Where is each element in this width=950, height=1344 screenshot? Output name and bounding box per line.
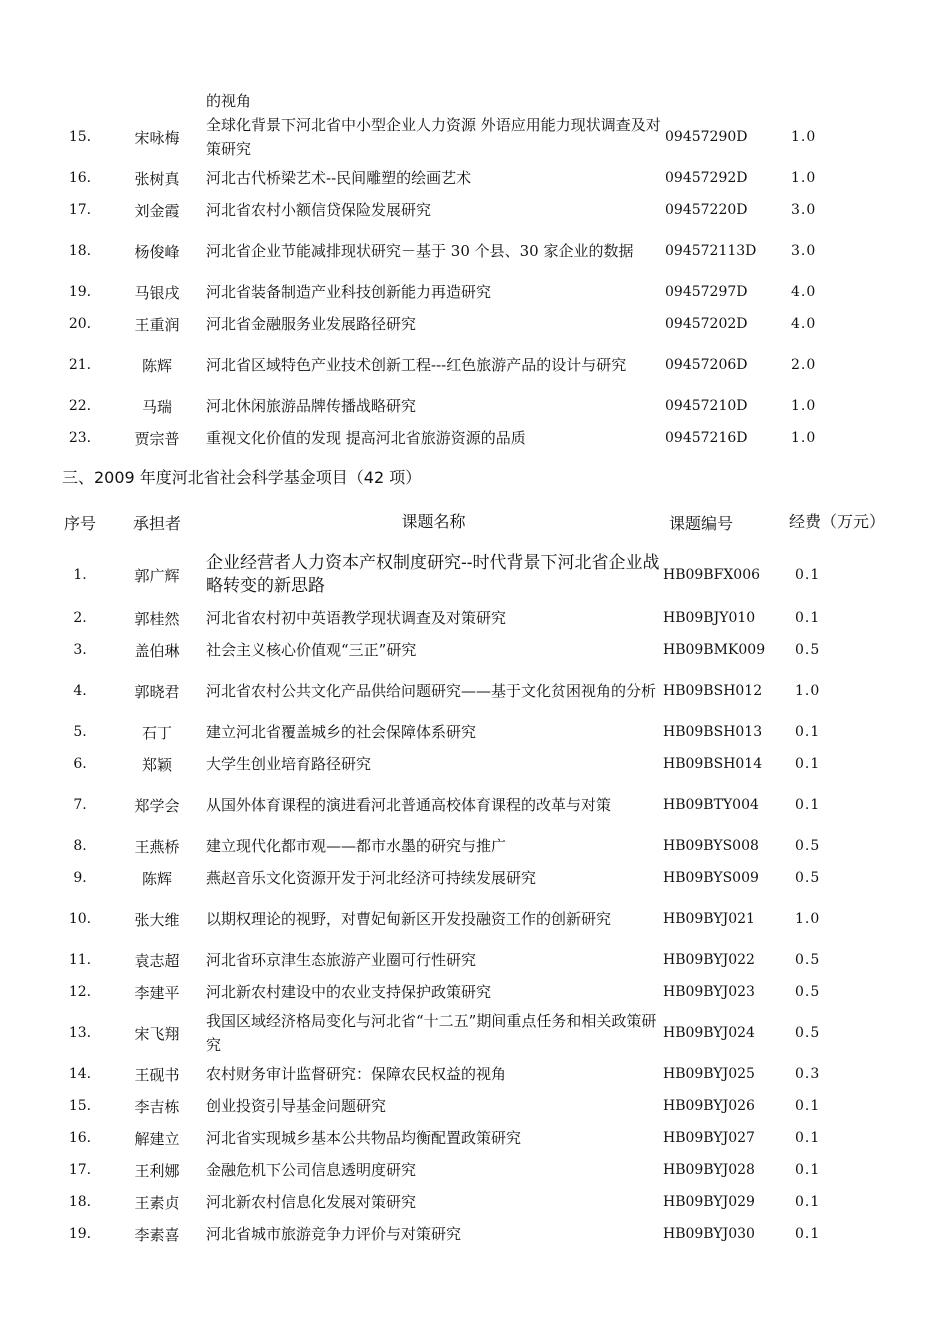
project-title: 重视文化价值的发现 提高河北省旅游资源的品质 <box>206 429 526 447</box>
project-funding: 1.0 <box>795 911 821 927</box>
project-code: HB09BYJ023 <box>663 984 755 1000</box>
project-code: HB09BJY010 <box>663 610 756 626</box>
researcher-name: 郑学会 <box>134 796 180 815</box>
project-funding: 0.3 <box>795 1066 821 1082</box>
table-row <box>48 1154 885 1186</box>
project-title: 全球化背景下河北省中小型企业人力资源 外语应用能力现状调查及对策研究 <box>206 116 661 158</box>
header-number: 序号 <box>63 513 96 533</box>
researcher-name: 郑颖 <box>141 755 172 774</box>
project-code: HB09BYS008 <box>663 838 759 854</box>
researcher-name: 李吉栋 <box>134 1097 180 1116</box>
project-code: 09457220D <box>665 202 748 218</box>
researcher-name: 李素喜 <box>134 1225 180 1244</box>
project-title: 河北省农村小额信贷保险发展研究 <box>206 201 432 219</box>
researcher-name: 张树真 <box>134 169 180 188</box>
project-code: HB09BSH014 <box>663 756 763 772</box>
project-code: HB09BYJ021 <box>663 911 755 927</box>
researcher-name: 杨俊峰 <box>134 242 180 261</box>
row-number: 17. <box>68 202 92 218</box>
project-title: 农村财务审计监督研究：保障农民权益的视角 <box>206 1065 507 1083</box>
row-number: 15. <box>68 1098 92 1114</box>
table-row <box>48 1218 885 1250</box>
header-title: 课题名称 <box>401 512 466 531</box>
table-row <box>48 548 885 602</box>
project-funding: 4.0 <box>791 316 817 332</box>
table-row <box>48 340 881 390</box>
table-row <box>48 894 885 944</box>
project-funding: 0.1 <box>795 567 821 583</box>
table-row <box>48 780 885 830</box>
project-title: 河北休闲旅游品牌传播战略研究 <box>206 397 417 415</box>
researcher-name: 宋飞翔 <box>134 1024 180 1043</box>
project-title: 河北省实现城乡基本公共物品均衡配置政策研究 <box>206 1129 522 1147</box>
project-code: HB09BYJ022 <box>663 952 755 968</box>
project-code: 094572113D <box>665 243 757 259</box>
project-funding: 1.0 <box>791 430 817 446</box>
table-row <box>48 1008 885 1058</box>
project-funding: 0.5 <box>795 1025 821 1041</box>
table-row <box>48 276 881 308</box>
project-funding: 0.5 <box>795 984 821 1000</box>
project-title: 河北古代桥梁艺术--民间雕塑的绘画艺术 <box>206 169 472 187</box>
header-code: 课题编号 <box>669 513 734 533</box>
row-number: 18. <box>68 243 92 259</box>
project-code: HB09BYJ029 <box>663 1194 755 1210</box>
researcher-name: 王素贞 <box>134 1193 180 1212</box>
project-title: 大学生创业培育路径研究 <box>206 755 372 773</box>
project-code: HB09BYJ025 <box>663 1066 755 1082</box>
social-science-fund-table <box>48 496 885 1250</box>
table-row <box>48 422 881 454</box>
researcher-name: 袁志超 <box>134 951 180 970</box>
row-number: 8. <box>73 838 87 854</box>
project-funding: 0.1 <box>795 1226 821 1242</box>
project-title: 建立现代化都市观——都市水墨的研究与推广 <box>206 837 507 855</box>
project-title: 金融危机下公司信息透明度研究 <box>206 1161 417 1179</box>
researcher-name: 盖伯琳 <box>134 641 180 660</box>
researcher-name: 王燕桥 <box>134 837 180 856</box>
researcher-name: 王砚书 <box>134 1065 180 1084</box>
project-funding: 1.0 <box>795 683 821 699</box>
researcher-name: 陈辉 <box>141 356 172 375</box>
project-title: 河北省金融服务业发展路径研究 <box>206 315 417 333</box>
project-table-continued <box>48 112 881 454</box>
project-code: HB09BFX006 <box>663 567 761 583</box>
project-funding: 0.5 <box>795 642 821 658</box>
project-funding: 0.1 <box>795 756 821 772</box>
project-code: HB09BSH013 <box>663 724 763 740</box>
table-row <box>48 162 881 194</box>
project-funding: 0.1 <box>795 797 821 813</box>
project-title: 我国区域经济格局变化与河北省“十二五”期间重点任务和相关政策研究 <box>206 1012 657 1054</box>
researcher-name: 解建立 <box>134 1129 180 1148</box>
researcher-name: 马瑞 <box>141 397 172 416</box>
project-funding: 2.0 <box>791 357 817 373</box>
researcher-name: 郭晓君 <box>134 682 180 701</box>
project-funding: 1.0 <box>791 129 817 145</box>
researcher-name: 王重润 <box>134 315 180 334</box>
researcher-name: 郭广辉 <box>134 566 180 585</box>
researcher-name: 张大维 <box>134 910 180 929</box>
table-row <box>48 1186 885 1218</box>
row-number: 11. <box>68 952 92 968</box>
table-row <box>48 1122 885 1154</box>
row-number: 7. <box>73 797 87 813</box>
project-title: 从国外体育课程的演进看河北普通高校体育课程的改革与对策 <box>206 796 612 814</box>
row-number: 17. <box>68 1162 92 1178</box>
project-funding: 4.0 <box>791 284 817 300</box>
project-funding: 0.1 <box>795 1162 821 1178</box>
project-funding: 0.1 <box>795 724 821 740</box>
project-title: 河北省城市旅游竞争力评价与对策研究 <box>206 1225 462 1243</box>
project-title: 河北省区域特色产业技术创新工程---红色旅游产品的设计与研究 <box>206 356 627 374</box>
project-code: HB09BYJ027 <box>663 1130 755 1146</box>
table-row <box>48 716 885 748</box>
row-number: 19. <box>68 284 92 300</box>
table-row <box>48 830 885 862</box>
table-row <box>48 1090 885 1122</box>
project-code: HB09BYJ028 <box>663 1162 755 1178</box>
project-code: HB09BYJ030 <box>663 1226 755 1242</box>
project-funding: 0.5 <box>795 870 821 886</box>
project-code: 09457290D <box>665 129 748 145</box>
row-number: 14. <box>68 1066 92 1082</box>
continuation-text: 的视角 <box>206 92 252 110</box>
researcher-name: 贾宗普 <box>134 429 180 448</box>
table-row <box>48 194 881 226</box>
row-number: 20. <box>68 316 92 332</box>
project-funding: 0.1 <box>795 1130 821 1146</box>
project-code: 09457206D <box>665 357 748 373</box>
row-number: 23. <box>68 430 92 446</box>
project-funding: 0.1 <box>795 1194 821 1210</box>
table-row <box>48 226 881 276</box>
researcher-name: 李建平 <box>134 983 180 1002</box>
project-title: 河北省环京津生态旅游产业圈可行性研究 <box>206 951 477 969</box>
project-title: 河北新农村信息化发展对策研究 <box>206 1193 417 1211</box>
table-row <box>48 862 885 894</box>
project-title: 河北省装备制造产业科技创新能力再造研究 <box>206 283 492 301</box>
row-number: 22. <box>68 398 92 414</box>
table-row <box>48 748 885 780</box>
project-funding: 1.0 <box>791 170 817 186</box>
row-number: 16. <box>68 1130 92 1146</box>
project-title: 以期权理论的视野，对曹妃甸新区开发投融资工作的创新研究 <box>206 910 612 928</box>
project-funding: 0.5 <box>795 952 821 968</box>
researcher-name: 马银戌 <box>134 283 180 302</box>
header-funding: 经费（万元） <box>789 512 886 531</box>
row-number: 15. <box>68 129 92 145</box>
project-code: HB09BYJ024 <box>663 1025 755 1041</box>
project-title: 社会主义核心价值观“三正”研究 <box>206 641 417 659</box>
project-funding: 0.5 <box>795 838 821 854</box>
row-number: 21. <box>68 357 92 373</box>
row-number: 16. <box>68 170 92 186</box>
project-code: 09457216D <box>665 430 748 446</box>
project-code: HB09BYS009 <box>663 870 759 886</box>
row-number: 13. <box>68 1025 92 1041</box>
project-title: 建立河北省覆盖城乡的社会保障体系研究 <box>206 723 477 741</box>
row-number: 2. <box>73 610 87 626</box>
table-row <box>48 112 881 162</box>
table-row <box>48 602 885 634</box>
project-title: 创业投资引导基金问题研究 <box>206 1097 387 1115</box>
project-code: 09457292D <box>665 170 748 186</box>
project-code: HB09BYJ026 <box>663 1098 755 1114</box>
table-row <box>48 308 881 340</box>
project-funding: 3.0 <box>791 243 817 259</box>
project-title: 河北省企业节能减排现状研究－基于 30 个县、30 家企业的数据 <box>206 242 634 260</box>
project-title: 河北省农村公共文化产品供给问题研究——基于文化贫困视角的分析 <box>206 682 657 700</box>
researcher-name: 王利娜 <box>134 1161 180 1180</box>
section-heading: 三、2009 年度河北省社会科学基金项目（42 项） <box>62 468 422 487</box>
row-number: 3. <box>73 642 87 658</box>
table-row <box>48 944 885 976</box>
researcher-name: 郭桂然 <box>134 609 180 628</box>
row-number: 18. <box>68 1194 92 1210</box>
researcher-name: 宋咏梅 <box>134 128 180 147</box>
researcher-name: 石丁 <box>141 723 172 742</box>
project-title: 企业经营者人力资本产权制度研究--时代背景下河北省企业战略转变的新思路 <box>206 553 660 596</box>
row-number: 4. <box>73 683 87 699</box>
researcher-name: 陈辉 <box>141 869 172 888</box>
table-row <box>48 390 881 422</box>
row-number: 19. <box>68 1226 92 1242</box>
row-number: 5. <box>73 724 87 740</box>
table-row <box>48 1058 885 1090</box>
table-row <box>48 666 885 716</box>
project-funding: 1.0 <box>791 398 817 414</box>
row-number: 1. <box>73 567 87 583</box>
project-title: 燕赵音乐文化资源开发于河北经济可持续发展研究 <box>206 869 537 887</box>
row-number: 6. <box>73 756 87 772</box>
table-row <box>48 634 885 666</box>
row-number: 9. <box>73 870 87 886</box>
project-code: HB09BTY004 <box>663 797 759 813</box>
project-code: 09457297D <box>665 284 748 300</box>
project-funding: 0.1 <box>795 1098 821 1114</box>
project-code: 09457210D <box>665 398 748 414</box>
row-number: 12. <box>68 984 92 1000</box>
project-code: HB09BMK009 <box>663 642 766 658</box>
researcher-name: 刘金霞 <box>134 201 180 220</box>
table-row <box>48 976 885 1008</box>
project-code: HB09BSH012 <box>663 683 763 699</box>
row-number: 10. <box>68 911 92 927</box>
project-title: 河北省农村初中英语教学现状调查及对策研究 <box>206 609 507 627</box>
project-code: 09457202D <box>665 316 748 332</box>
project-funding: 0.1 <box>795 610 821 626</box>
table-header-row <box>48 496 885 548</box>
project-title: 河北新农村建设中的农业支持保护政策研究 <box>206 983 492 1001</box>
project-funding: 3.0 <box>791 202 817 218</box>
header-researcher: 承担者 <box>132 513 181 533</box>
